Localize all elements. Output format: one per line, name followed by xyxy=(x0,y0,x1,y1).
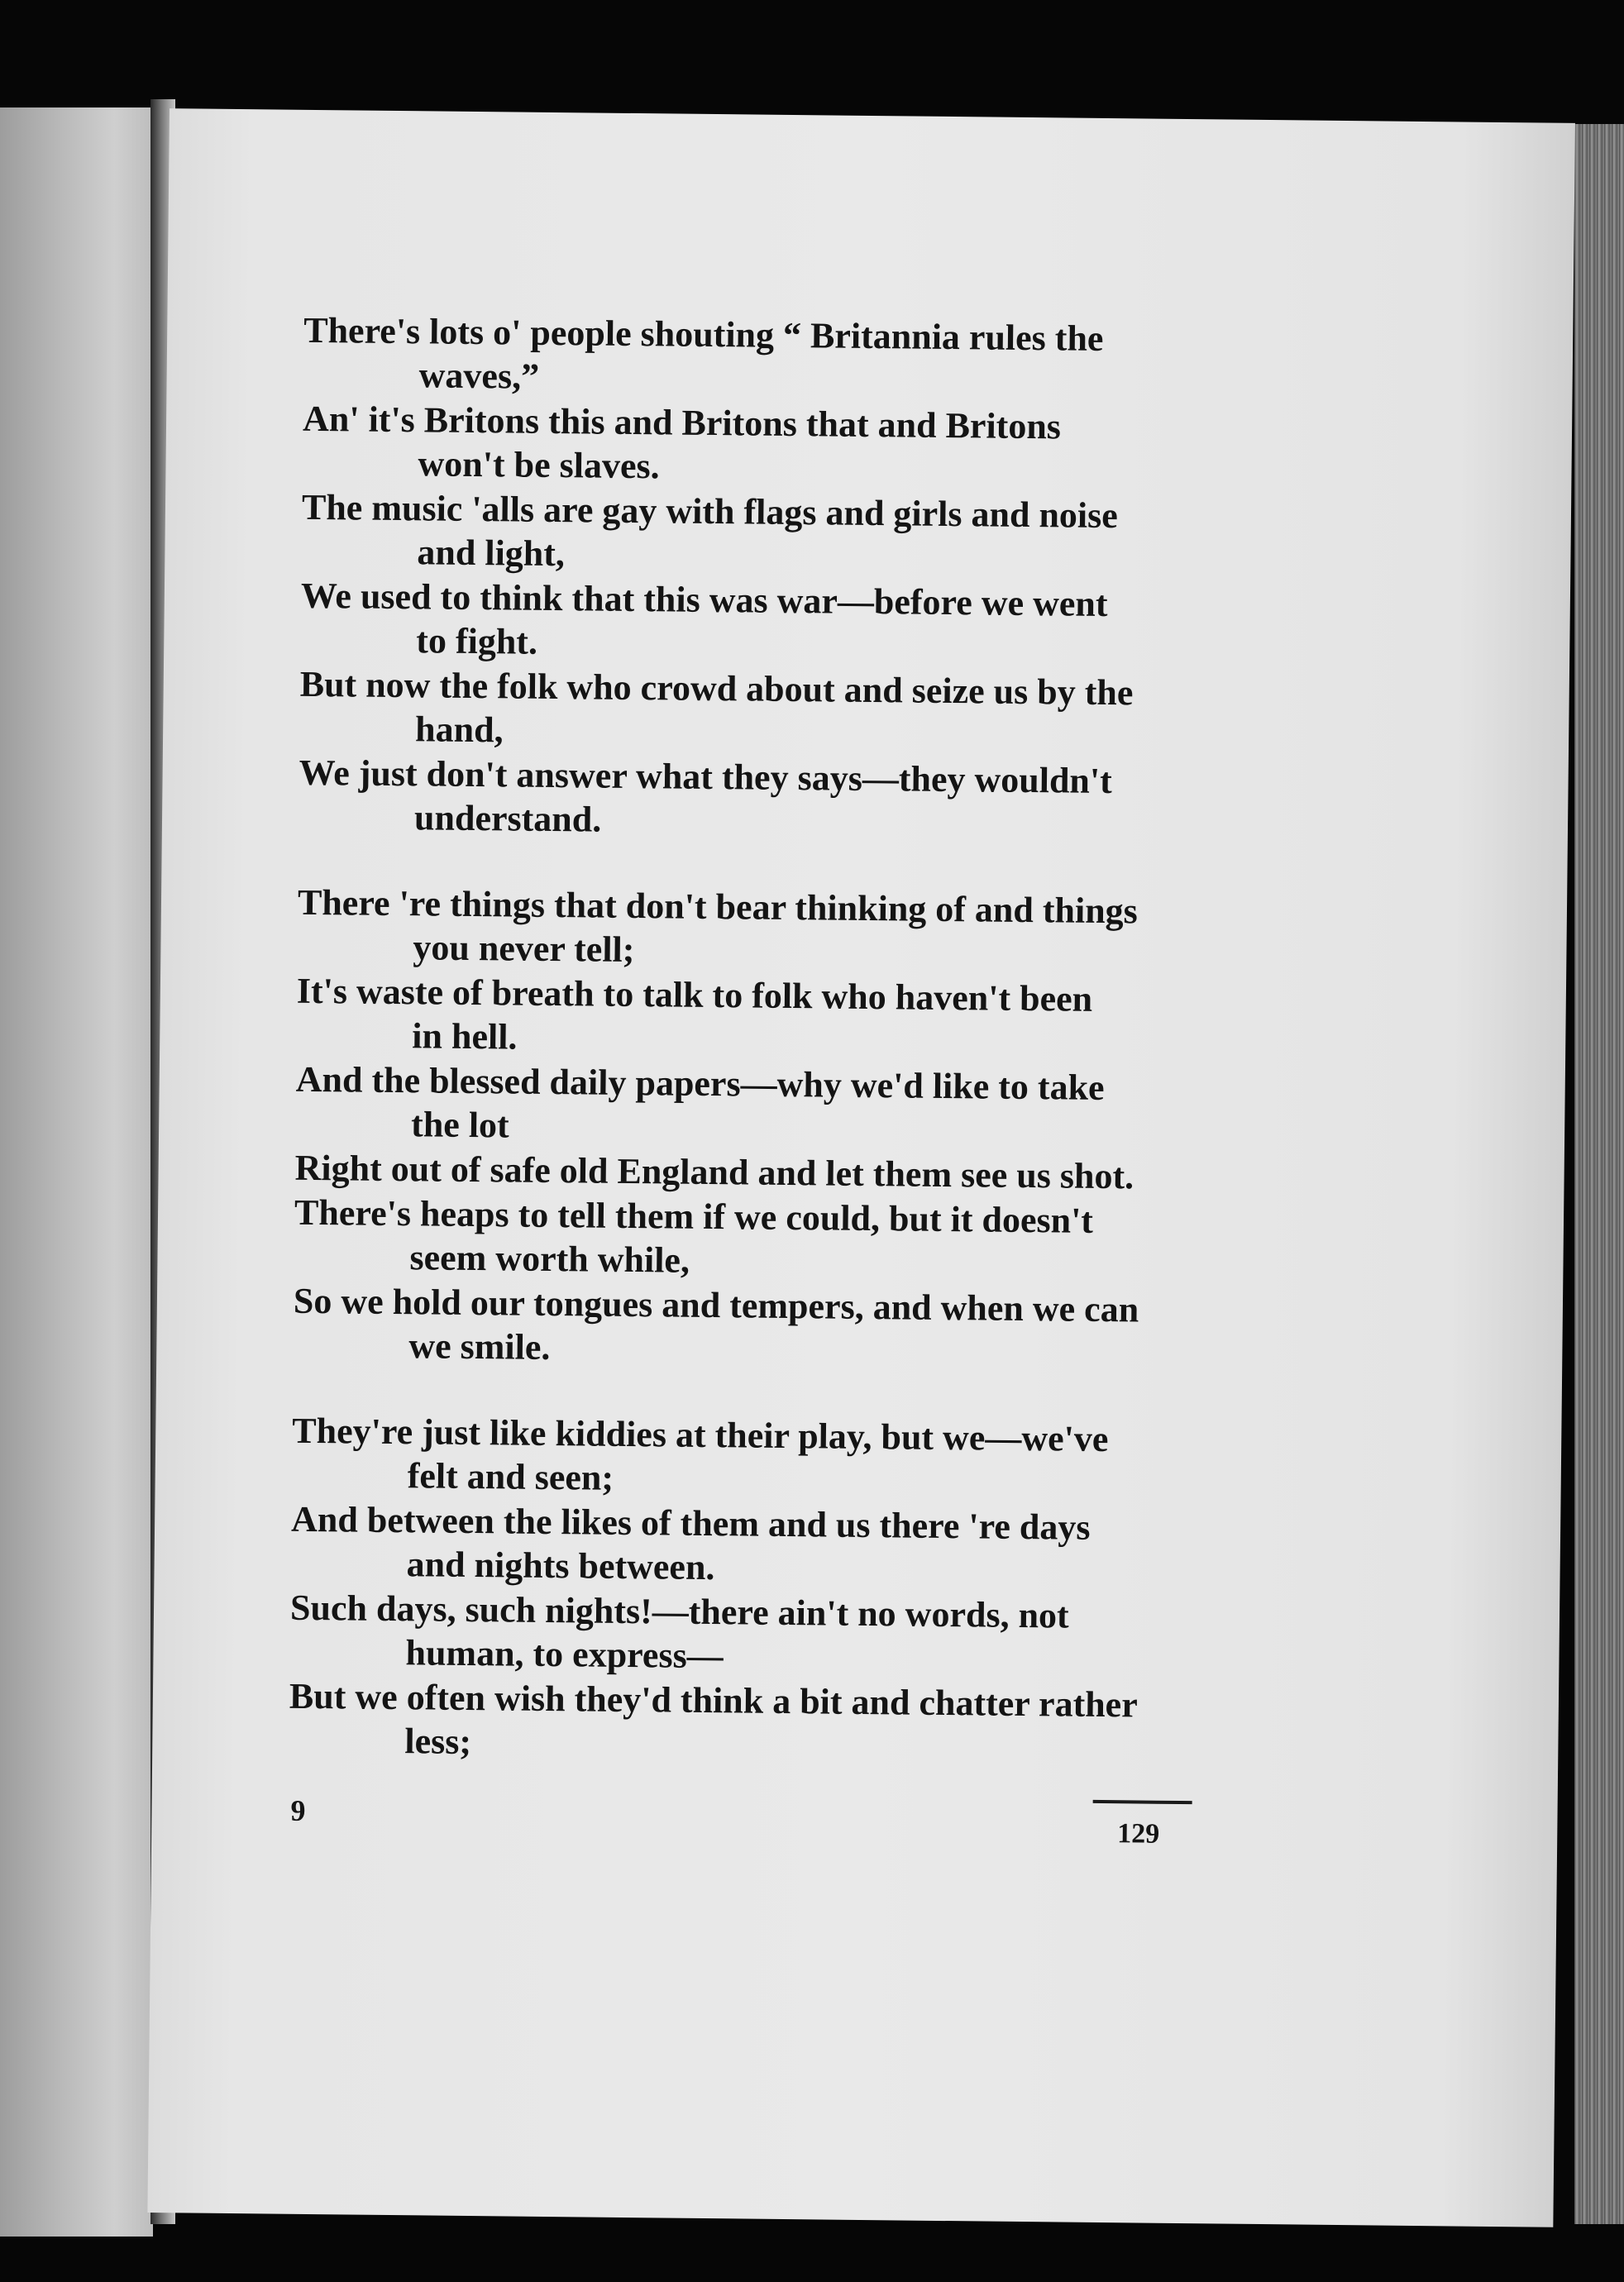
poem-line xyxy=(291,1409,1416,1508)
line-continuation: to fight. xyxy=(416,620,538,662)
line-text: It's waste of breath to talk to folk who haven't been xyxy=(296,970,1093,1019)
signature-mark: 9 xyxy=(290,1793,306,1827)
line-continuation: seem worth while, xyxy=(409,1237,690,1281)
poem-line xyxy=(290,1497,1416,1597)
line-continuation: felt and seen; xyxy=(407,1455,614,1498)
poem-line xyxy=(299,662,1425,761)
line-continuation: human, to express— xyxy=(405,1632,724,1677)
line-continuation: and light, xyxy=(417,532,566,575)
line-continuation: hand, xyxy=(414,709,504,751)
line-text: An' it's Britons this and Britons that and Britons xyxy=(302,398,1062,447)
line-text: The music 'alls are gay with flags and girls and noise xyxy=(301,486,1119,537)
line-continuation: the lot xyxy=(410,1104,509,1146)
poem-line xyxy=(300,574,1426,673)
poem-line xyxy=(301,485,1426,585)
poem-line xyxy=(302,397,1427,496)
book-page xyxy=(147,108,1575,2227)
page-number: 129 xyxy=(1117,1818,1160,1850)
poem-line xyxy=(295,1057,1421,1157)
line-text: And between the likes of them and us there 're days xyxy=(290,1498,1091,1548)
line-text: There 're things that don't bear thinking of and things xyxy=(297,881,1139,932)
poem-line xyxy=(296,969,1421,1068)
poem-line xyxy=(299,751,1424,850)
poem-line xyxy=(289,1586,1415,1685)
line-text: There's heaps to tell them if we could, but it doesn't xyxy=(294,1191,1094,1241)
facing-page-edge xyxy=(0,107,153,2237)
poem-line xyxy=(294,1191,1419,1290)
line-text: But now the folk who crowd about and seize us by the xyxy=(299,663,1134,714)
poem-line xyxy=(293,1279,1418,1378)
line-text: We used to think that this was war—before we went xyxy=(300,575,1108,625)
line-continuation: in hell. xyxy=(412,1015,518,1057)
stanza-2 xyxy=(293,881,1422,1378)
line-text: There's lots o' people shouting “ Britannia rules the xyxy=(303,309,1104,359)
line-text: So we hold our tongues and tempers, and when we can xyxy=(293,1280,1139,1330)
line-continuation: less; xyxy=(404,1721,472,1763)
line-continuation: you never tell; xyxy=(413,927,635,971)
line-continuation: won't be slaves. xyxy=(418,443,660,487)
line-text: And the blessed daily papers—why we'd like to take xyxy=(295,1058,1105,1109)
page-edges xyxy=(1574,124,1624,2224)
poem-line xyxy=(289,1674,1414,1774)
line-continuation: waves,” xyxy=(418,355,540,397)
stanza-3 xyxy=(289,1409,1416,1774)
line-continuation: understand. xyxy=(413,797,602,840)
line-continuation: and nights between. xyxy=(406,1544,715,1588)
line-text: Right out of safe old England and let them see us shot. xyxy=(294,1147,1134,1197)
line-text: They're just like kiddies at their play, but we—we've xyxy=(292,1410,1109,1460)
stanza-1 xyxy=(299,308,1429,850)
line-text: Such days, such nights!—there ain't no words, not xyxy=(289,1587,1069,1636)
poem-line xyxy=(303,308,1428,408)
line-text: But we often wish they'd think a bit and chatter rather xyxy=(289,1675,1139,1726)
line-text: We just don't answer what they says—they wouldn't xyxy=(299,752,1113,802)
poem xyxy=(289,308,1429,1816)
poem-line xyxy=(297,881,1422,980)
line-continuation: we smile. xyxy=(408,1325,551,1368)
